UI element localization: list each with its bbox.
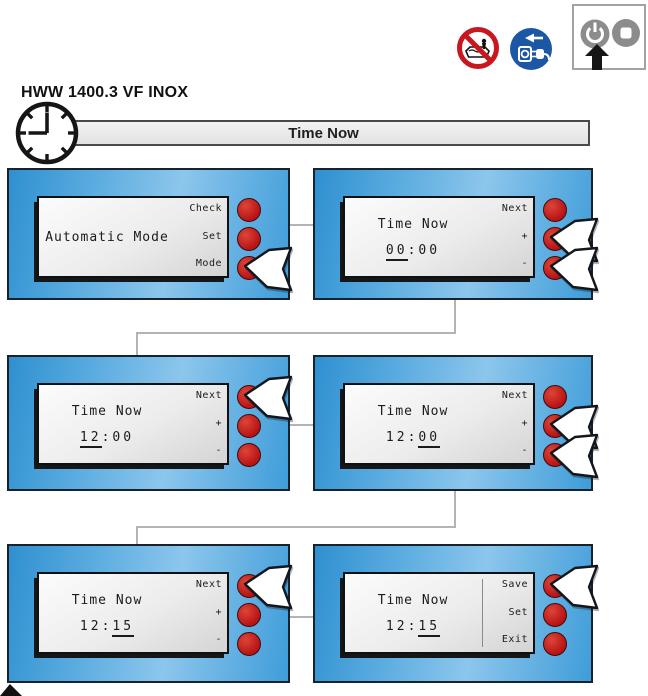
lcd-time-value (80, 430, 134, 445)
panel-time-now-1215-save (313, 544, 593, 683)
lcd-label-plus: + (521, 417, 528, 429)
page-title: HWW 1400.3 VF INOX (21, 84, 189, 101)
lcd-divider (482, 579, 483, 647)
lcd-display (37, 196, 229, 278)
lcd-softkey-labels (189, 198, 227, 276)
lcd-time-value (386, 430, 440, 445)
disconnect-mains-plug-icon (509, 27, 553, 71)
lcd-title-text: Time Now (71, 592, 143, 608)
press-cursor (549, 433, 599, 479)
press-cursor (549, 246, 599, 292)
lcd-softkey-labels (502, 198, 533, 276)
button-check[interactable] (237, 198, 261, 222)
lcd-label-minus: - (521, 445, 528, 456)
time-segment-selected: 00 (386, 243, 408, 261)
lcd-label-check: Check (189, 203, 222, 214)
lcd-title-text: Time Now (377, 592, 449, 608)
press-cursor-icon (549, 433, 599, 479)
press-cursor-icon (243, 564, 293, 610)
lcd-main-area (39, 385, 175, 463)
lcd-main-area (39, 198, 175, 276)
lcd-label-plus: + (215, 417, 222, 429)
clock-icon (13, 99, 81, 167)
time-segment: : (407, 429, 419, 445)
lcd-label-set: Set (508, 606, 528, 618)
lcd-label-minus: - (215, 634, 222, 645)
lcd-label-mode: Mode (195, 258, 222, 269)
panel-time-now-1215 (7, 544, 290, 683)
press-cursor (549, 564, 599, 610)
lcd-display (343, 196, 535, 278)
button-exit[interactable] (543, 632, 567, 656)
panel-time-now-1200-minutes (313, 355, 593, 491)
time-segment: 00 (418, 242, 441, 258)
panel-time-now-1200-hours (7, 355, 290, 491)
button-minus[interactable] (237, 632, 261, 656)
button-minus[interactable] (237, 443, 261, 467)
connector-line (454, 300, 456, 334)
stop-button-icon[interactable] (611, 18, 641, 48)
lcd-softkey-labels (502, 385, 533, 463)
lcd-label-set: Set (202, 230, 222, 242)
panel-time-now-0000 (313, 168, 593, 300)
press-cursor-icon (549, 564, 599, 610)
lcd-title-text: Automatic Mode (45, 229, 169, 245)
lcd-title-text: Time Now (71, 403, 143, 419)
time-segment: 12 (79, 618, 102, 634)
lcd-main-area (345, 385, 481, 463)
time-segment: : (407, 242, 419, 258)
lcd-label-next: Next (501, 203, 528, 214)
time-segment: 00 (112, 429, 135, 445)
press-cursor-icon (243, 375, 293, 421)
lcd-label-minus: - (215, 445, 222, 456)
power-control-panel (572, 4, 646, 70)
connector-line (136, 332, 138, 355)
lcd-label-next: Next (195, 390, 222, 401)
lcd-label-exit: Exit (501, 634, 528, 645)
lcd-title-text: Time Now (377, 216, 449, 232)
lcd-label-plus: + (521, 230, 528, 242)
press-power-arrow-icon (585, 44, 609, 70)
lcd-softkey-labels (502, 574, 533, 652)
press-cursor-icon (549, 246, 599, 292)
connector-line (290, 616, 313, 618)
lcd-softkey-labels (196, 385, 227, 463)
lcd-time-value (386, 619, 440, 634)
lcd-display (37, 572, 229, 654)
lcd-display (37, 383, 229, 465)
lcd-time-value (80, 619, 134, 634)
time-segment: : (101, 429, 113, 445)
connector-line (454, 491, 456, 528)
connector-line (136, 526, 456, 528)
time-segment-selected: 15 (418, 619, 440, 637)
press-cursor (243, 564, 293, 610)
lcd-title-text: Time Now (377, 403, 449, 419)
lcd-label-save: Save (501, 579, 528, 590)
section-banner (57, 120, 590, 146)
press-cursor-icon (243, 246, 293, 292)
section-banner-label: Time Now (288, 124, 359, 142)
lcd-label-next: Next (501, 390, 528, 401)
no-drinking-water-icon (456, 26, 500, 70)
connector-line (136, 526, 138, 544)
time-segment-selected: 12 (80, 430, 102, 448)
time-segment: : (101, 618, 113, 634)
time-segment: 12 (385, 429, 408, 445)
time-segment: : (407, 618, 419, 634)
connector-line (136, 332, 456, 334)
press-cursor (243, 375, 293, 421)
lcd-label-minus: - (521, 258, 528, 269)
lcd-display (343, 572, 535, 654)
lcd-main-area (39, 574, 175, 652)
connector-line (290, 224, 313, 226)
time-segment-selected: 15 (112, 619, 134, 637)
lcd-softkey-labels (196, 574, 227, 652)
lcd-main-area (345, 574, 481, 652)
lcd-time-value (386, 243, 440, 258)
connector-line (290, 424, 313, 426)
lcd-label-next: Next (195, 579, 222, 590)
lcd-main-area (345, 198, 481, 276)
page-corner-mark-icon (0, 684, 22, 696)
time-segment-selected: 00 (418, 430, 440, 448)
press-cursor (243, 246, 293, 292)
panel-automatic-mode (7, 168, 290, 300)
time-segment: 12 (385, 618, 408, 634)
lcd-label-plus: + (215, 606, 222, 618)
lcd-display (343, 383, 535, 465)
